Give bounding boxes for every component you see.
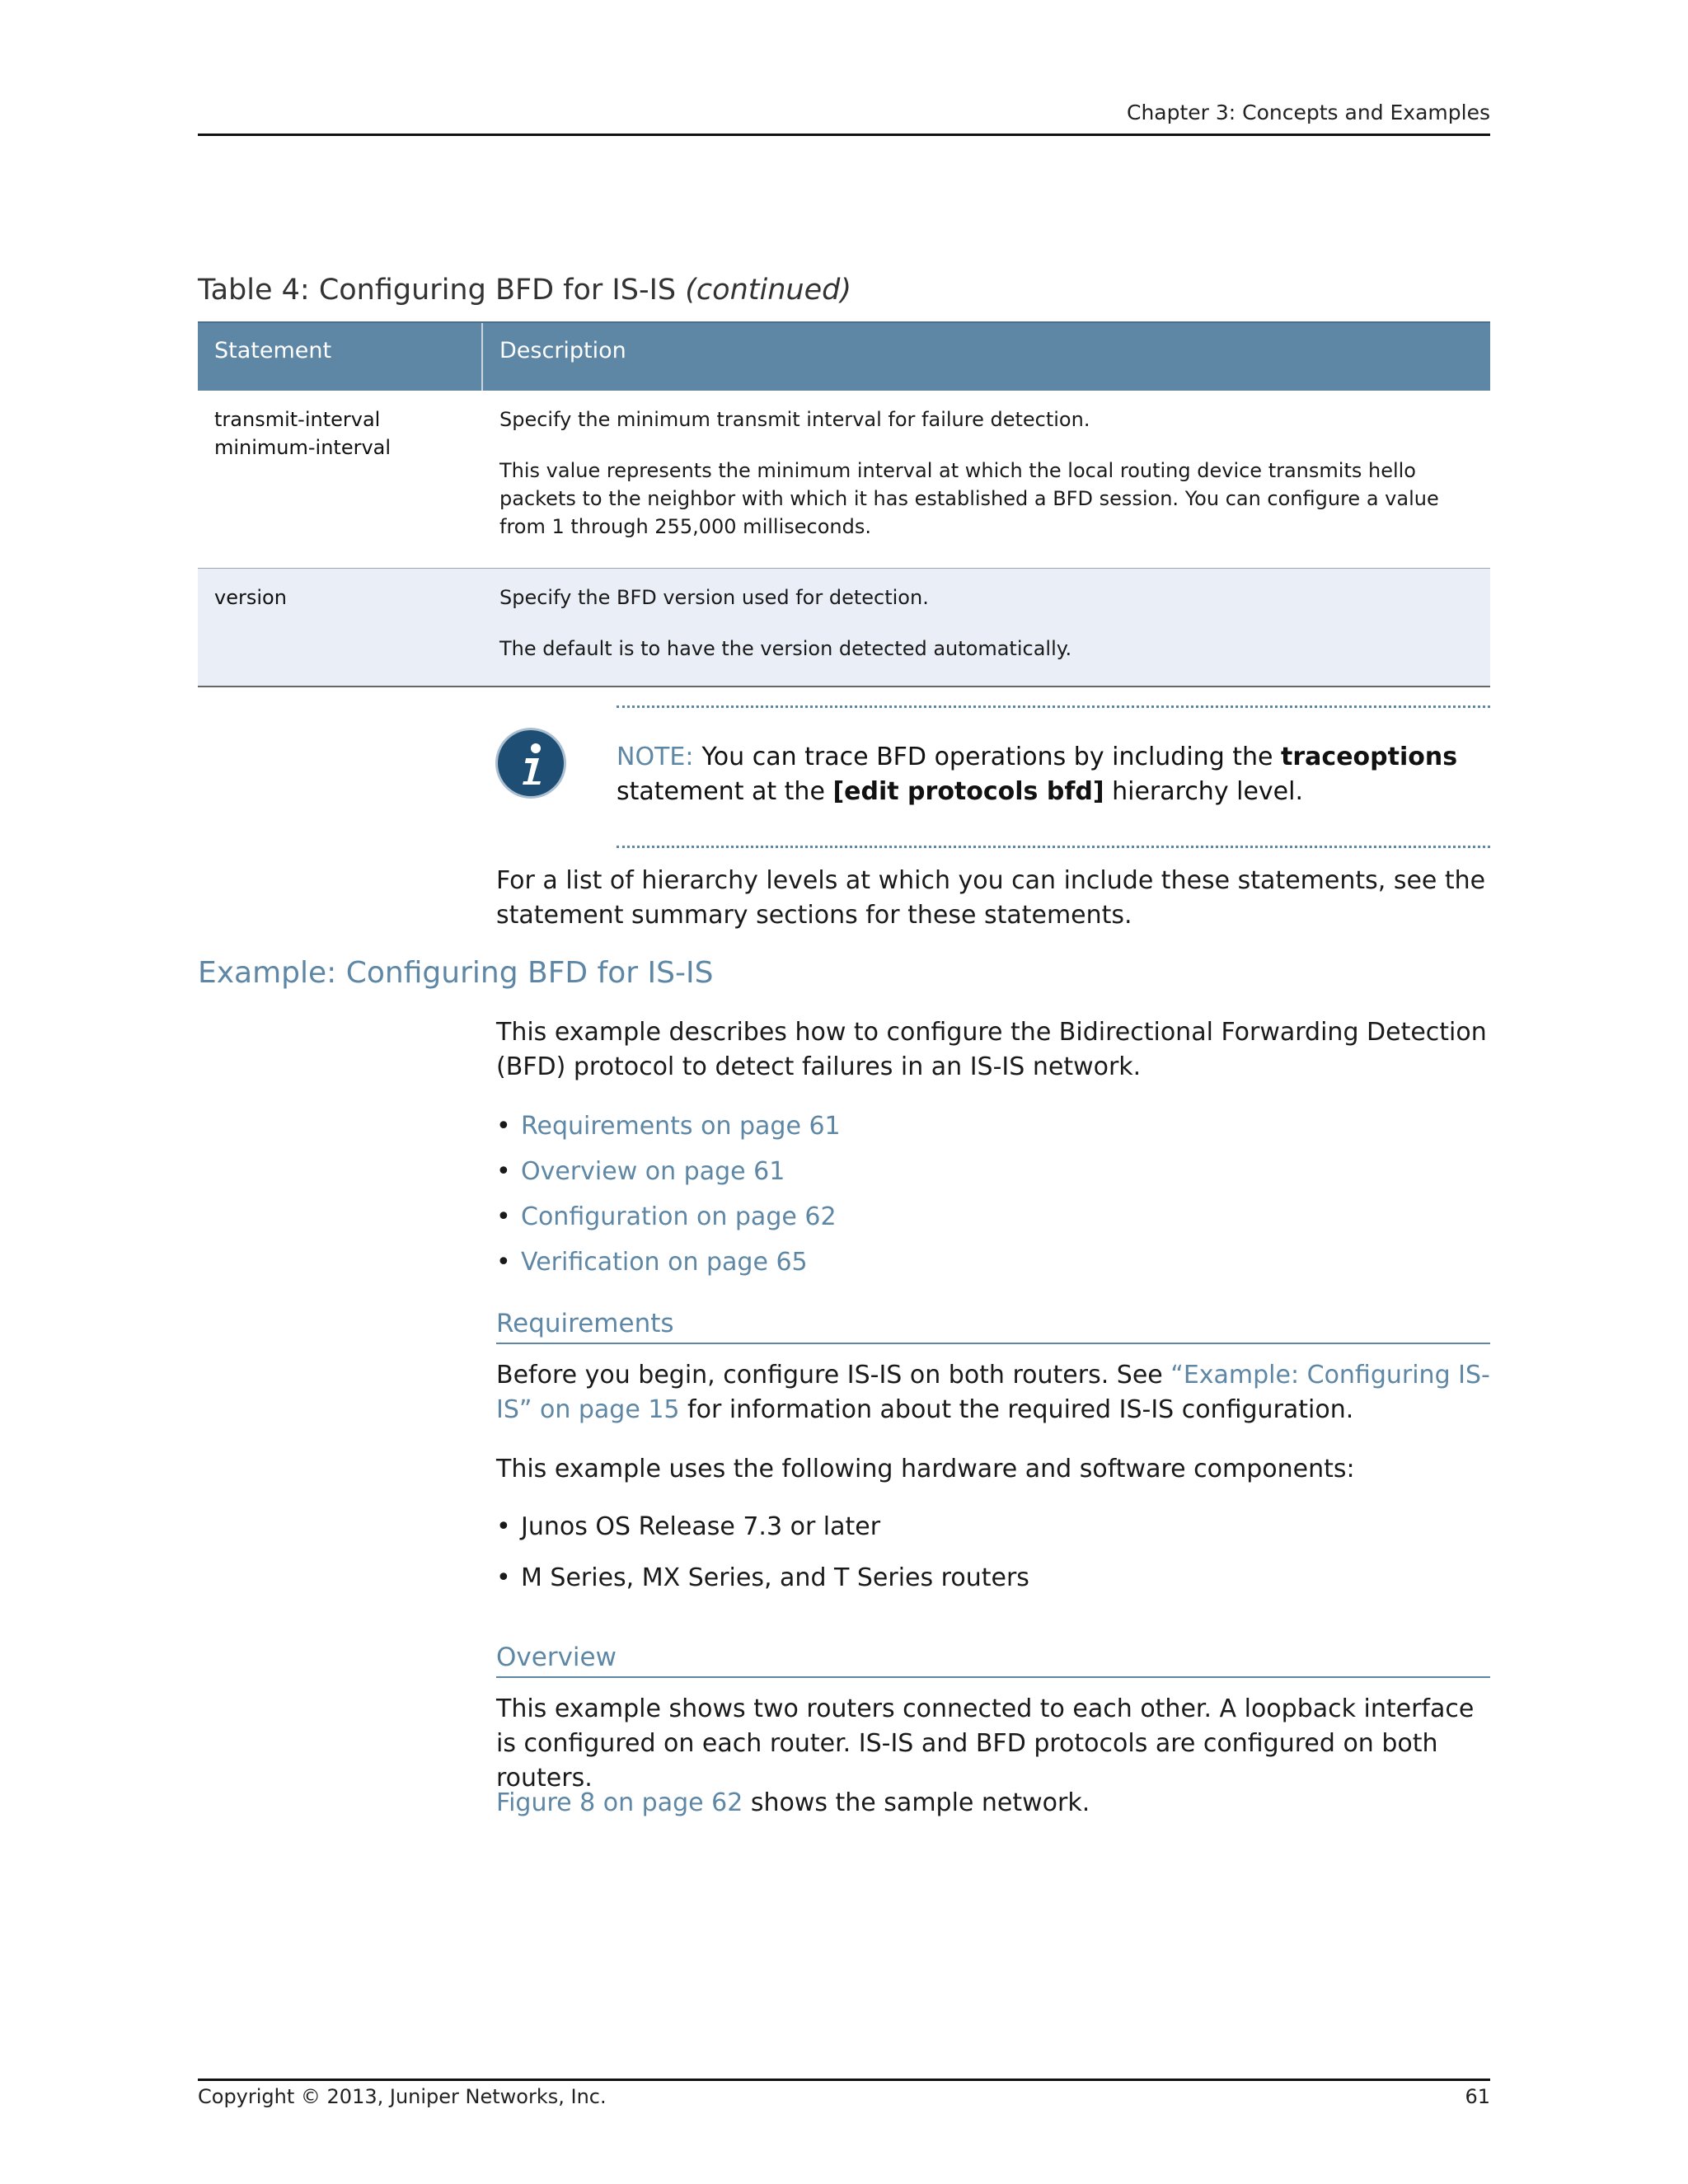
statement-cell: [198, 569, 483, 686]
note-keyword: [edit protocols bfd]: [832, 777, 1104, 806]
bullet: •: [496, 1248, 511, 1277]
table-row: [198, 569, 1490, 687]
statement-name: version: [214, 586, 287, 609]
description-paragraph: Specify the minimum transmit interval for failure detection.: [499, 408, 1090, 431]
paragraph-text: For a list of hierarchy levels at which you can include these statements, see the statement summary sections for these statements.: [496, 866, 1486, 930]
overview-paragraph: [496, 1692, 1490, 1796]
note-top-rule: [617, 705, 1490, 708]
table-caption: [198, 274, 851, 307]
table-caption-title: Table 4: Configuring BFD for IS-IS: [198, 274, 677, 307]
paragraph-text: shows the sample network.: [743, 1788, 1090, 1817]
copyright: Copyright © 2013, Juniper Networks, Inc.: [198, 2085, 607, 2108]
list-item-text: M Series, MX Series, and T Series routers: [521, 1563, 1029, 1592]
toc-link-verification[interactable]: Verification on page 65: [521, 1248, 808, 1277]
components-list: [496, 1510, 1029, 1606]
note-text-part: You can trace BFD operations by including the: [701, 743, 1282, 771]
note-keyword: traceoptions: [1281, 743, 1458, 771]
running-head: Chapter 3: Concepts and Examples: [1126, 101, 1490, 124]
paragraph-text: This example describes how to configure the Bidirectional Forwarding Detection (BFD) protocol to detect failures in an IS-IS network.: [496, 1018, 1487, 1081]
requirements-paragraph: [496, 1358, 1490, 1427]
page-number: 61: [1465, 2085, 1490, 2108]
paragraph-text: Before you begin, configure IS-IS on both routers. See: [496, 1361, 1171, 1390]
list-item: [496, 1510, 1029, 1561]
description-cell: [483, 569, 1490, 686]
header-rule: [198, 134, 1490, 136]
bullet: •: [496, 1157, 511, 1186]
overview-rule: [496, 1676, 1490, 1678]
subsection-heading-overview: Overview: [496, 1643, 617, 1672]
note-text: [617, 740, 1490, 809]
example-toc-list: [496, 1109, 841, 1291]
subsection-heading-requirements: Requirements: [496, 1309, 674, 1338]
example-intro-paragraph: [496, 1015, 1490, 1085]
note-label: NOTE:: [617, 743, 694, 771]
footer-rule: [198, 2079, 1490, 2081]
table-row: [198, 391, 1490, 569]
bfd-config-table: [198, 321, 1490, 687]
bullet: •: [496, 1512, 511, 1541]
paragraph-text: This example uses the following hardware and software components:: [496, 1455, 1355, 1483]
components-intro-paragraph: [496, 1452, 1490, 1487]
column-header-description: Description: [499, 338, 626, 363]
column-header-statement: Statement: [198, 323, 483, 391]
list-item: [496, 1245, 841, 1291]
statement-name: transmit-interval: [214, 408, 381, 431]
bullet: •: [496, 1563, 511, 1592]
figure-reference-paragraph: [496, 1786, 1490, 1821]
statement-cell: [198, 391, 483, 568]
table-header-row: [198, 321, 1490, 391]
note-text-part: hierarchy level.: [1104, 777, 1303, 806]
description-paragraph: Specify the BFD version used for detection.: [499, 586, 929, 609]
paragraph-text: This example shows two routers connected to each other. A loopback interface is configured on each router. IS-IS and BFD protocols are configured on both routers.: [496, 1694, 1475, 1793]
toc-link-requirements[interactable]: Requirements on page 61: [521, 1112, 841, 1141]
list-item-text: Junos OS Release 7.3 or later: [521, 1512, 881, 1541]
list-item: [496, 1200, 841, 1245]
paragraph-text: for information about the required IS-IS configuration.: [679, 1395, 1354, 1424]
note-bottom-rule: [617, 846, 1490, 848]
list-item: [496, 1109, 841, 1155]
bullet: •: [496, 1112, 511, 1141]
statement-name: minimum-interval: [214, 436, 392, 459]
list-item: [496, 1561, 1029, 1606]
bullet: •: [496, 1202, 511, 1231]
toc-link-configuration[interactable]: Configuration on page 62: [521, 1202, 837, 1231]
hierarchy-levels-paragraph: [496, 864, 1490, 933]
requirements-rule: [496, 1343, 1490, 1344]
list-item: [496, 1155, 841, 1200]
description-paragraph: The default is to have the version detected automatically.: [499, 637, 1072, 660]
description-paragraph: This value represents the minimum interval at which the local routing device transmits hello packets to the neighbor with which it has established a BFD session. You can configure a value from 1 through 255,000 milliseconds.: [499, 459, 1439, 538]
figure-8-link[interactable]: Figure 8 on page 62: [496, 1788, 743, 1817]
section-heading-example: Example: Configuring BFD for IS-IS: [198, 956, 714, 990]
toc-link-overview[interactable]: Overview on page 61: [521, 1157, 785, 1186]
description-cell: [483, 391, 1490, 568]
is-is-example-link[interactable]: “Example: Configuring IS-IS” on page 15: [496, 1361, 1490, 1424]
table-caption-suffix: (continued): [685, 274, 851, 307]
note-text-part: statement at the: [617, 777, 833, 806]
info-icon: [498, 730, 564, 796]
